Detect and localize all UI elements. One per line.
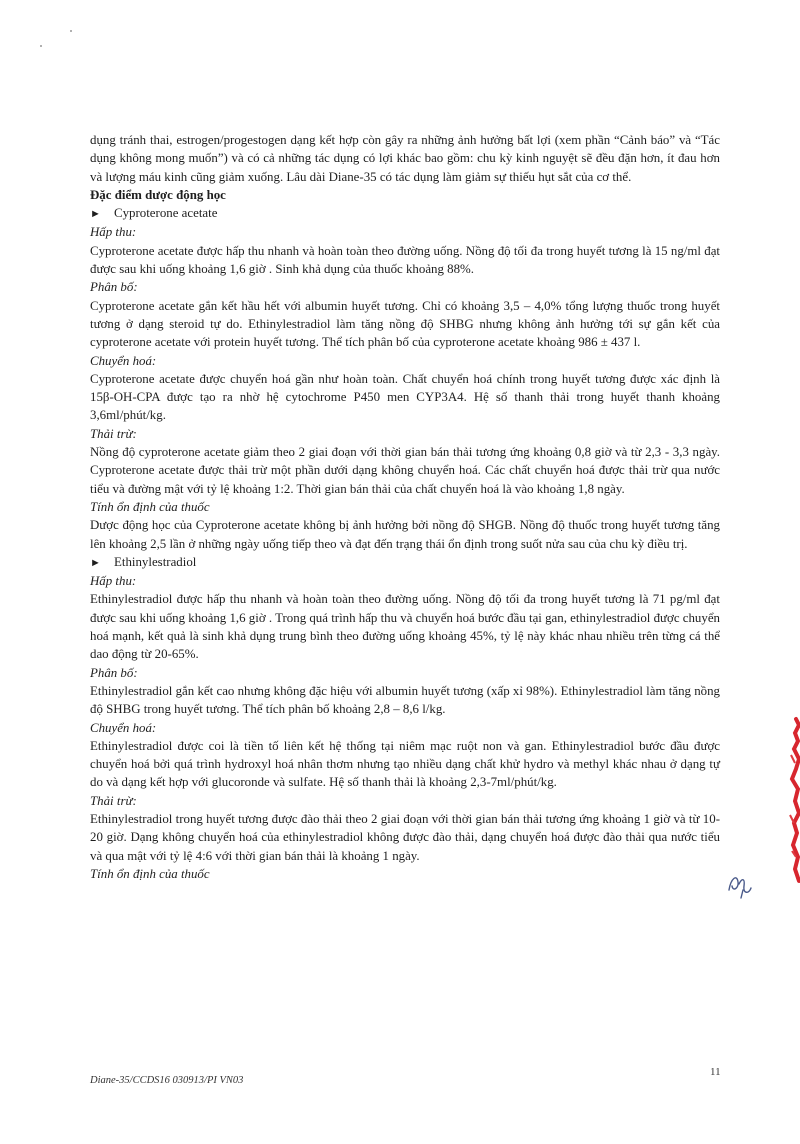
scan-speck	[70, 30, 72, 32]
cpa-absorption-text: Cyproterone acetate được hấp thu nhanh và hoàn toàn theo đường uống. Nồng độ tối đa trong huyết tương là 15 ng/ml đạt được sau khi uống khoảng 1,6 giờ . Sinh khả dụng của thuốc khoảng 88%.	[90, 243, 720, 277]
cpa-subheading	[90, 204, 720, 223]
section-heading: Đặc điểm dược động học	[90, 187, 226, 202]
cpa-elimination-text: Nồng độ cyproterone acetate giảm theo 2 giai đoạn với thời gian bán thải tương ứng khoảng 0,8 giờ và từ 2,3 - 3,3 ngày. Cyproterone acetate được thải trừ một phần dưới dạng không chuyển hoá. Các chất chuyển hoá được thải trừ qua nước tiểu và đường mật với tỷ lệ khoảng 1:2. Thời gian bán thải của chất chuyển hoá là vào khoảng 1,8 ngày.	[90, 445, 720, 496]
cpa-title: Cyproterone acetate	[114, 206, 218, 221]
ee-elimination-label: Thải trừ:	[90, 793, 137, 808]
cpa-stability-text: Dược động học của Cyproterone acetate không bị ảnh hưởng bởi nồng độ SHGB. Nồng độ thuốc trong huyết tương tăng lên khoảng 2,5 lần ở những ngày uống tiếp theo và đạt đến trạng thái ổn định trong suốt nửa sau của chu kỳ điều trị.	[90, 518, 720, 551]
cpa-stability-label: Tính ổn định của thuốc	[90, 499, 210, 514]
ee-metabolism-text: Ethinylestradiol được coi là tiền tố liên kết hệ thống tại niêm mạc ruột non và gan. Ethinylestradiol bước đầu được chuyển hoá bởi quá trình hydroxyl hoá nhân thơm nhưng tạo nhiều dạng chất khử hydro và methyl khác nhau ở dạng tự do và dạng kết hợp với glucoronde và sulfate. Hệ số thanh thải là khoảng 2,3-7ml/phút/kg.	[90, 738, 720, 790]
red-stamp-edge	[786, 715, 800, 885]
cpa-distribution-text: Cyproterone acetate gắn kết hầu hết với albumin huyết tương. Chỉ có khoảng 3,5 – 4,0% tổng lượng thuốc trong huyết tương ở dạng steroid tự do. Ethinylestradiol làm tăng nồng độ SHBG nhưng không ảnh hưởng tới sự gắn kết của cyproterone acetate với protein huyết tương. Thể tích phân bố của cyproterone acetate khoảng 986 ± 437 l.	[90, 298, 720, 350]
page-number: 11	[710, 1066, 721, 1078]
triangle-bullet-icon: ►	[90, 208, 101, 221]
cpa-metabolism-text: Cyproterone acetate được chuyển hoá gần như hoàn toàn. Chất chuyển hoá chính trong huyết tương được xác định là 15β-OH-CPA được tạo ra nhờ hệ cytochrome P450 men CYP3A4. Hệ số thanh thải trong huyết thanh khoảng 3,6ml/phút/kg.	[90, 371, 720, 423]
ee-distribution-text: Ethinylestradiol gắn kết cao nhưng không đặc hiệu với albumin huyết tương (xấp xỉ 98%). Ethinylestradiol làm tăng nồng độ SHBG trong huyết tương. Thể tích phân bố khoảng 2,8 – 8,6 l/kg.	[90, 683, 720, 717]
cpa-absorption-label: Hấp thu:	[90, 225, 137, 240]
document-body	[90, 131, 720, 883]
ee-absorption-text: Ethinylestradiol được hấp thu nhanh và hoàn toàn theo đường uống. Nồng độ tối đa trong huyết tương là 71 pg/ml đạt được sau khi uống khoảng 1,6 giờ . Trong quá trình hấp thu và chuyển hoá bước đầu tại gan, ethinylestradiol được chuyển hoá mạnh, kết quả là sinh khả dụng trung bình theo đường uống khoảng 45%, tỷ lệ này khác nhau nhiều trên từng cá thể dao động từ 20-65%.	[90, 592, 720, 662]
cpa-elimination-label: Thải trừ:	[90, 426, 137, 441]
ee-title: Ethinylestradiol	[114, 554, 197, 569]
ee-metabolism-label: Chuyển hoá:	[90, 720, 157, 735]
signature-initials	[725, 868, 755, 900]
cpa-metabolism-label: Chuyển hoá:	[90, 353, 157, 368]
intro-paragraph: dụng tránh thai, estrogen/progestogen dạng kết hợp còn gây ra những ảnh hưởng bất lợi (xem phần “Cảnh báo” và “Tác dụng không mong muốn”) và có cả những tác dụng có lợi khác bao gồm: chu kỳ kinh nguyệt sẽ đều đặn hơn, ít đau hơn và lượng máu kinh cũng giảm xuống. Lâu dài Diane-35 có tác dụng làm giảm sự thiếu hụt sắt của cơ thể.	[90, 133, 720, 184]
ee-elimination-text: Ethinylestradiol trong huyết tương được đào thải theo 2 giai đoạn với thời gian bán thải tương ứng khoảng 1 giờ và từ 10-20 giờ. Dạng không chuyển hoá của ethinylestradiol không được đào thải, dạng chuyển hoá được đào thải qua nước tiểu và qua mật với tỷ lệ 4:6 với thời gian bán thải là khoảng 1 ngày.	[90, 811, 720, 863]
ee-stability-label: Tính ổn định của thuốc	[90, 866, 210, 881]
document-code: Diane-35/CCDS16 030913/PI VN03	[90, 1075, 244, 1086]
ee-absorption-label: Hấp thu:	[90, 574, 137, 589]
ee-subheading	[90, 553, 720, 572]
scan-speck	[40, 45, 42, 47]
ee-distribution-label: Phân bố:	[90, 665, 138, 680]
cpa-distribution-label: Phân bố:	[90, 280, 138, 295]
triangle-bullet-icon: ►	[90, 556, 101, 569]
